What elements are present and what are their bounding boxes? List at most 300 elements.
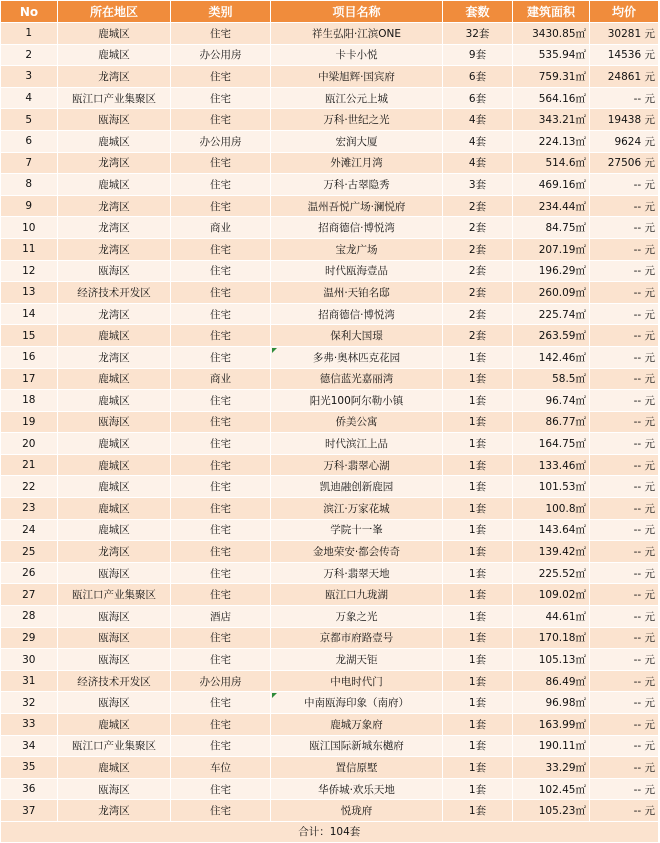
cell-type-text: 住宅 <box>210 243 231 256</box>
cell-count <box>443 346 513 368</box>
cell-area <box>58 130 171 152</box>
cell-size <box>513 130 590 152</box>
table-row <box>1 109 659 131</box>
cell-count <box>443 778 513 800</box>
cell-size-text: 101.53㎡ <box>538 481 586 494</box>
cell-count-text: 1套 <box>468 589 487 602</box>
cell-type <box>171 390 271 412</box>
cell-type-text: 酒店 <box>210 610 231 623</box>
cell-area-text: 鹿城区 <box>98 373 130 386</box>
cell-price <box>590 606 659 628</box>
cell-price <box>590 562 659 584</box>
cell-type-text: 商业 <box>210 373 231 386</box>
cell-size-text: 142.46㎡ <box>538 351 586 364</box>
cell-no <box>1 411 58 433</box>
cell-no <box>1 195 58 217</box>
cell-price-text: -- 元 <box>633 502 655 515</box>
cell-count <box>443 411 513 433</box>
cell-size <box>513 778 590 800</box>
cell-project-name <box>271 778 443 800</box>
cell-area <box>58 411 171 433</box>
cell-count-text: 3套 <box>468 178 487 191</box>
cell-count <box>443 282 513 304</box>
cell-area-text: 瓯海区 <box>98 265 130 278</box>
cell-area-text: 龙湾区 <box>98 200 130 213</box>
cell-price-text: -- 元 <box>633 524 655 537</box>
cell-no <box>1 260 58 282</box>
cell-count <box>443 195 513 217</box>
cell-type-text: 住宅 <box>210 654 231 667</box>
cell-no <box>1 87 58 109</box>
cell-project-name <box>271 217 443 239</box>
cell-size-text: 105.13㎡ <box>538 654 586 667</box>
cell-size <box>513 282 590 304</box>
cell-price <box>590 692 659 714</box>
cell-area <box>58 44 171 66</box>
cell-area-text: 鹿城区 <box>98 761 130 774</box>
cell-no-text: 16 <box>22 351 36 364</box>
cell-count <box>443 238 513 260</box>
cell-price <box>590 670 659 692</box>
cell-price-text: -- 元 <box>633 567 655 580</box>
cell-type <box>171 800 271 822</box>
table-row <box>1 714 659 736</box>
cell-price-text: -- 元 <box>633 394 655 407</box>
table-row <box>1 519 659 541</box>
cell-no-text: 17 <box>22 372 36 385</box>
cell-size <box>513 800 590 822</box>
cell-no <box>1 23 58 45</box>
cell-type-text: 商业 <box>210 222 231 235</box>
cell-type <box>171 541 271 563</box>
cell-type <box>171 735 271 757</box>
cell-no <box>1 325 58 347</box>
cell-project-name-text: 德信蓝光嘉丽湾 <box>319 373 394 386</box>
cell-size-text: 86.77㎡ <box>545 416 586 429</box>
cell-project-name-text: 万象之光 <box>335 610 378 623</box>
cell-area <box>58 66 171 88</box>
cell-project-name <box>271 23 443 45</box>
cell-price-text: -- 元 <box>633 265 655 278</box>
cell-area-text: 鹿城区 <box>98 394 130 407</box>
cell-area <box>58 260 171 282</box>
cell-type <box>171 66 271 88</box>
table-row <box>1 44 659 66</box>
cell-count-text: 1套 <box>468 524 487 537</box>
cell-no-text: 24 <box>22 523 36 536</box>
cell-count <box>443 325 513 347</box>
cell-project-name-text: 时代瓯海壹品 <box>325 265 388 278</box>
cell-project-name <box>271 562 443 584</box>
cell-project-name-text: 温州吾悦广场·澜悦府 <box>307 200 406 213</box>
cell-count <box>443 303 513 325</box>
cell-count-text: 1套 <box>468 416 487 429</box>
cell-price <box>590 498 659 520</box>
cell-price <box>590 433 659 455</box>
cell-area-text: 龙湾区 <box>98 351 130 364</box>
cell-project-name <box>271 714 443 736</box>
cell-area-text: 瓯海区 <box>98 416 130 429</box>
cell-price-text: -- 元 <box>633 92 655 105</box>
cell-price <box>590 44 659 66</box>
cell-price <box>590 411 659 433</box>
cell-count <box>443 649 513 671</box>
table-row <box>1 346 659 368</box>
cell-count-text: 2套 <box>468 286 487 299</box>
cell-size-text: 190.11㎡ <box>538 740 586 753</box>
cell-count-text: 4套 <box>468 135 487 148</box>
cell-price-text: -- 元 <box>633 481 655 494</box>
cell-count <box>443 627 513 649</box>
cell-project-name-text: 多弗·奥林匹克花园 <box>312 351 401 364</box>
cell-type-text: 住宅 <box>210 92 231 105</box>
cell-no-text: 12 <box>22 264 36 277</box>
cell-area <box>58 692 171 714</box>
cell-project-name-text: 保利大国璟 <box>330 330 383 343</box>
cell-no <box>1 541 58 563</box>
cell-price-text: -- 元 <box>633 438 655 451</box>
cell-type <box>171 130 271 152</box>
cell-type-text: 办公用房 <box>199 675 242 688</box>
table-body <box>1 23 659 822</box>
cell-type <box>171 260 271 282</box>
cell-size <box>513 433 590 455</box>
cell-no-text: 23 <box>22 502 36 515</box>
cell-price <box>590 130 659 152</box>
cell-area <box>58 109 171 131</box>
cell-no-text: 27 <box>22 588 36 601</box>
cell-no-text: 5 <box>25 113 33 126</box>
cell-no <box>1 368 58 390</box>
cell-area-text: 瓯海区 <box>98 610 130 623</box>
cell-size <box>513 670 590 692</box>
table-row <box>1 303 659 325</box>
cell-project-name <box>271 303 443 325</box>
cell-type <box>171 778 271 800</box>
table-row <box>1 584 659 606</box>
cell-type <box>171 174 271 196</box>
cell-no-text: 7 <box>25 156 33 169</box>
cell-size <box>513 757 590 779</box>
cell-project-name <box>271 130 443 152</box>
cell-no <box>1 130 58 152</box>
cell-project-name <box>271 541 443 563</box>
cell-no <box>1 627 58 649</box>
cell-area-text: 鹿城区 <box>98 49 130 62</box>
cell-count <box>443 390 513 412</box>
header-count: 套数 <box>443 1 513 23</box>
cell-size-text: 196.29㎡ <box>538 265 586 278</box>
cell-area <box>58 217 171 239</box>
cell-area <box>58 562 171 584</box>
cell-project-name <box>271 390 443 412</box>
cell-area-text: 龙湾区 <box>98 222 130 235</box>
cell-count <box>443 735 513 757</box>
cell-size <box>513 217 590 239</box>
cell-type <box>171 649 271 671</box>
cell-no <box>1 282 58 304</box>
cell-size-text: 343.21㎡ <box>538 114 586 127</box>
cell-area-text: 龙湾区 <box>98 546 130 559</box>
cell-size <box>513 152 590 174</box>
table-row <box>1 368 659 390</box>
cell-count-text: 1套 <box>468 567 487 580</box>
cell-type-text: 住宅 <box>210 70 231 83</box>
cell-size <box>513 627 590 649</box>
cell-size-text: 163.99㎡ <box>538 718 586 731</box>
cell-count <box>443 606 513 628</box>
cell-size-text: 33.29㎡ <box>545 761 586 774</box>
cell-project-name <box>271 800 443 822</box>
cell-no-text: 34 <box>22 739 36 752</box>
cell-size <box>513 714 590 736</box>
cell-size <box>513 44 590 66</box>
cell-project-name <box>271 670 443 692</box>
cell-type-text: 住宅 <box>210 805 231 818</box>
cell-no <box>1 217 58 239</box>
cell-price <box>590 800 659 822</box>
cell-price-text: -- 元 <box>633 654 655 667</box>
cell-size <box>513 606 590 628</box>
cell-type-text: 住宅 <box>210 286 231 299</box>
cell-project-name <box>271 238 443 260</box>
cell-size <box>513 109 590 131</box>
cell-no <box>1 390 58 412</box>
cell-count-text: 6套 <box>468 92 487 105</box>
cell-no <box>1 757 58 779</box>
cell-area-text: 瓯江口产业集聚区 <box>72 92 156 105</box>
cell-type-text: 住宅 <box>210 416 231 429</box>
cell-type-text: 住宅 <box>210 394 231 407</box>
cell-no <box>1 109 58 131</box>
table-row <box>1 238 659 260</box>
cell-price-text: 27506 元 <box>607 157 655 170</box>
cell-type <box>171 454 271 476</box>
table-row <box>1 174 659 196</box>
table-row <box>1 152 659 174</box>
cell-area <box>58 325 171 347</box>
cell-type-text: 住宅 <box>210 351 231 364</box>
cell-no-text: 9 <box>25 200 33 213</box>
cell-area-text: 瓯海区 <box>98 783 130 796</box>
cell-no <box>1 714 58 736</box>
table-row <box>1 627 659 649</box>
cell-type <box>171 498 271 520</box>
table-row <box>1 562 659 584</box>
table-row <box>1 130 659 152</box>
cell-price-text: -- 元 <box>633 286 655 299</box>
cell-size <box>513 346 590 368</box>
cell-no <box>1 519 58 541</box>
cell-size-text: 759.31㎡ <box>538 70 586 83</box>
cell-size <box>513 411 590 433</box>
cell-type-text: 办公用房 <box>199 49 242 62</box>
cell-size-text: 96.74㎡ <box>545 394 586 407</box>
total-row <box>1 821 659 842</box>
cell-price <box>590 260 659 282</box>
cell-count <box>443 109 513 131</box>
cell-price-text: -- 元 <box>633 697 655 710</box>
cell-area-text: 鹿城区 <box>98 718 130 731</box>
cell-type-text: 住宅 <box>210 697 231 710</box>
cell-price-text: -- 元 <box>633 610 655 623</box>
cell-size <box>513 735 590 757</box>
cell-no-text: 2 <box>25 48 33 61</box>
cell-project-name-text: 中南瓯海印象（南府） <box>304 697 409 710</box>
cell-type <box>171 757 271 779</box>
cell-price <box>590 282 659 304</box>
cell-no <box>1 454 58 476</box>
cell-type <box>171 519 271 541</box>
cell-no <box>1 735 58 757</box>
cell-price <box>590 66 659 88</box>
cell-type <box>171 87 271 109</box>
cell-price <box>590 174 659 196</box>
cell-project-name <box>271 498 443 520</box>
cell-price-text: 14536 元 <box>607 49 655 62</box>
cell-no <box>1 800 58 822</box>
cell-project-name <box>271 260 443 282</box>
cell-price <box>590 346 659 368</box>
cell-count <box>443 23 513 45</box>
cell-area <box>58 649 171 671</box>
cell-project-name-text: 中梁旭辉·国宾府 <box>318 70 395 83</box>
table-row <box>1 454 659 476</box>
comment-indicator-icon <box>272 693 277 698</box>
cell-type-text: 住宅 <box>210 308 231 321</box>
cell-type-text: 住宅 <box>210 740 231 753</box>
cell-count <box>443 714 513 736</box>
cell-area <box>58 195 171 217</box>
cell-area <box>58 800 171 822</box>
cell-size-text: 143.64㎡ <box>538 524 586 537</box>
cell-type-text: 住宅 <box>210 589 231 602</box>
table-row <box>1 778 659 800</box>
cell-count-text: 1套 <box>468 610 487 623</box>
cell-no-text: 6 <box>25 135 33 148</box>
table-row <box>1 476 659 498</box>
cell-count-text: 2套 <box>468 222 487 235</box>
cell-no <box>1 670 58 692</box>
cell-type-text: 住宅 <box>210 783 231 796</box>
cell-price <box>590 584 659 606</box>
cell-price-text: -- 元 <box>633 243 655 256</box>
cell-size-text: 100.8㎡ <box>545 502 586 515</box>
cell-size-text: 109.02㎡ <box>538 589 586 602</box>
cell-count <box>443 130 513 152</box>
cell-area-text: 鹿城区 <box>98 178 130 191</box>
cell-count-text: 1套 <box>468 783 487 796</box>
cell-no <box>1 238 58 260</box>
cell-price <box>590 195 659 217</box>
cell-no-text: 13 <box>22 286 36 299</box>
cell-size <box>513 23 590 45</box>
cell-size <box>513 368 590 390</box>
cell-count-text: 2套 <box>468 308 487 321</box>
cell-size-text: 225.74㎡ <box>538 308 586 321</box>
cell-size <box>513 584 590 606</box>
cell-area-text: 经济技术开发区 <box>77 286 151 299</box>
cell-project-name <box>271 109 443 131</box>
cell-size-text: 139.42㎡ <box>538 546 586 559</box>
cell-project-name-text: 卡卡小悦 <box>335 49 378 62</box>
cell-type <box>171 109 271 131</box>
cell-area <box>58 454 171 476</box>
cell-type-text: 住宅 <box>210 718 231 731</box>
table-row <box>1 23 659 45</box>
cell-price-text: -- 元 <box>633 351 655 364</box>
cell-project-name-text: 宏润大厦 <box>335 135 378 148</box>
cell-price <box>590 454 659 476</box>
cell-project-name-text: 凯迪融创新鹿园 <box>319 481 394 494</box>
cell-size-text: 164.75㎡ <box>538 438 586 451</box>
table-row <box>1 757 659 779</box>
cell-area <box>58 368 171 390</box>
cell-size-text: 207.19㎡ <box>538 243 586 256</box>
cell-price <box>590 303 659 325</box>
cell-no <box>1 476 58 498</box>
cell-count <box>443 87 513 109</box>
cell-project-name-text: 学院十一峯 <box>330 524 383 537</box>
cell-type-text: 住宅 <box>210 567 231 580</box>
cell-price-text: -- 元 <box>633 783 655 796</box>
cell-count <box>443 44 513 66</box>
total-cell: 合计：104套 <box>1 821 659 842</box>
cell-type <box>171 476 271 498</box>
cell-price <box>590 152 659 174</box>
header-type: 类别 <box>171 1 271 23</box>
cell-size <box>513 562 590 584</box>
cell-no <box>1 562 58 584</box>
table-row <box>1 606 659 628</box>
cell-type <box>171 368 271 390</box>
cell-count <box>443 433 513 455</box>
cell-price <box>590 368 659 390</box>
cell-no-text: 31 <box>22 675 36 688</box>
cell-type <box>171 238 271 260</box>
cell-project-name-text: 万科·世纪之光 <box>323 114 390 127</box>
cell-count-text: 32套 <box>465 27 490 40</box>
cell-price-text: -- 元 <box>633 459 655 472</box>
cell-no-text: 3 <box>25 70 33 83</box>
cell-count-text: 2套 <box>468 265 487 278</box>
table-row <box>1 433 659 455</box>
cell-price-text: 19438 元 <box>607 114 655 127</box>
cell-size <box>513 174 590 196</box>
table-footer <box>1 821 659 842</box>
cell-price <box>590 735 659 757</box>
cell-size-text: 225.52㎡ <box>538 567 586 580</box>
cell-size <box>513 498 590 520</box>
cell-count-text: 1套 <box>468 718 487 731</box>
cell-no <box>1 606 58 628</box>
cell-type <box>171 195 271 217</box>
cell-count <box>443 800 513 822</box>
table-row <box>1 260 659 282</box>
table-header <box>1 1 659 23</box>
cell-project-name-text: 置信原墅 <box>335 761 378 774</box>
cell-type <box>171 411 271 433</box>
cell-project-name-text: 瓯江国际新城东樾府 <box>309 740 404 753</box>
cell-size-text: 102.45㎡ <box>538 783 586 796</box>
table-row <box>1 498 659 520</box>
cell-area <box>58 735 171 757</box>
cell-project-name <box>271 519 443 541</box>
cell-area <box>58 433 171 455</box>
cell-count <box>443 541 513 563</box>
table-row <box>1 325 659 347</box>
cell-count-text: 1套 <box>468 502 487 515</box>
